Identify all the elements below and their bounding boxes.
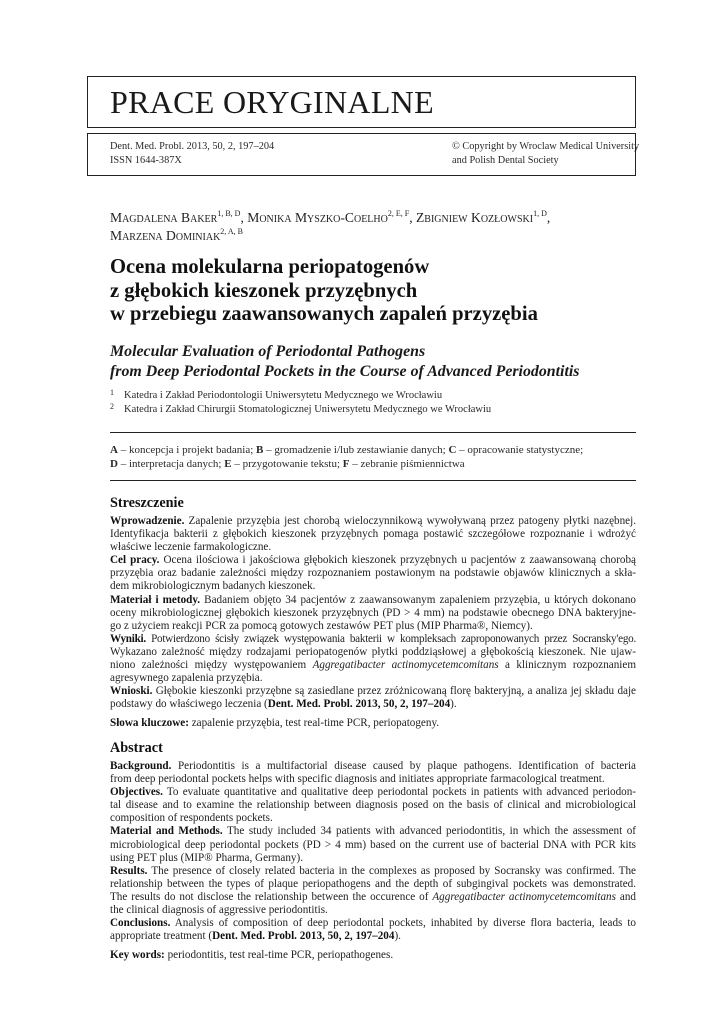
- affiliation-text: Katedra i Zakład Periodontologii Uniwersytetu Medycznego we Wrocławiu: [124, 390, 443, 401]
- text-line: go z użyciem reakcji PCR za pomocą gotowych zestawów PET plus (MIP Pharma®, Niemcy).: [110, 619, 533, 632]
- section-title: PRACE ORYGINALNE: [110, 84, 434, 120]
- author-name: Marzena Dominiak: [110, 228, 221, 243]
- issn: ISSN 1644-387X: [110, 154, 182, 166]
- author-affiliation-marks: 2, A, B: [220, 227, 243, 236]
- text-line: [110, 717, 636, 730]
- role-text: – gromadzenie i/lub zestawianie danych;: [263, 444, 449, 456]
- paragraph-text: The results do not disclose the relationship between the occurence of: [110, 890, 433, 903]
- text-line: relationship between the types of plaque periopathogens and the depth of subgingival pockets was demonstrated.: [110, 877, 636, 890]
- affiliation-text: Katedra i Zakład Chirurgii Stomatologicznej Uniwersytetu Medycznego we Wrocławiu: [124, 404, 492, 415]
- paragraph-text: a klinicznym rozpoznaniem: [498, 659, 636, 672]
- paragraph-text: podstawy do właściwego leczenia (: [110, 698, 268, 711]
- text-line: przyzębia oraz badanie zależności między rozpoznaniem postawionym na podstawie objawów klinicznych a skła-: [110, 567, 636, 580]
- article-title-english: [110, 342, 580, 381]
- author-affiliation-marks: 2, E, F: [387, 209, 410, 218]
- paragraph-text: To evaluate quantitative and qualitative deep periodontal pockets in patients with advanced periodon-: [162, 786, 636, 799]
- text-line: [110, 685, 636, 698]
- paragraph-text: Zapalenie przyzębia jest chorobą wieloczynnikową wywoływaną przez patogeny płytki nazębnej.: [184, 515, 636, 527]
- text-line: tal disease and to examine the relationship between diagnosis posed on the basis of clinical and microbiological: [110, 799, 636, 812]
- affiliations: [110, 389, 491, 417]
- paragraph-text: Analysis of composition of deep periodontal pockets, inhabited by diverse flora bacteria, leads to: [170, 917, 636, 930]
- paragraph-label: Materiał i metody.: [110, 593, 201, 606]
- paragraph-label: Conclusions.: [110, 917, 171, 930]
- text-line: [110, 786, 636, 799]
- role-key: C: [448, 444, 457, 456]
- text-line: [110, 554, 636, 567]
- citation-info: [110, 140, 274, 167]
- copyright-line-1: © Copyright by Wroclaw Medical University: [452, 141, 640, 152]
- text-line: [110, 633, 636, 646]
- text-line: [110, 865, 636, 878]
- text-line: [110, 917, 636, 930]
- keywords: zapalenie przyzębia, test real-time PCR, periopatogeny.: [188, 717, 440, 730]
- paragraph-text: ).: [450, 698, 457, 711]
- citation-bold: Dent. Med. Probl. 2013, 50, 2, 197–204: [212, 930, 395, 943]
- affiliation-item: 2 Katedra i Zakład Chirurgii Stomatologicznej Uniwersytetu Medycznego we Wrocławiu: [110, 402, 492, 415]
- text-line: the clinical diagnosis of aggressive periodontitis.: [110, 904, 328, 917]
- paragraph-label: Objectives.: [110, 786, 163, 799]
- text-line: composition of respondents pockets.: [110, 812, 273, 825]
- paragraph-label: Background.: [110, 760, 172, 772]
- text-line: [110, 594, 636, 607]
- text-line: [110, 825, 636, 838]
- text-line: Wykazano zależność między rodzajami periopatogenów płytki poddziąsłowej a głębokością kieszonek. Nie ujaw-: [110, 645, 636, 658]
- paragraph-text: ).: [394, 930, 401, 943]
- paragraph-text: Ocena ilościowa i jakościowa głębokich kieszonek przyzębnych u pacjentów z zaawansowaną chorobą: [159, 554, 636, 567]
- role-key: E: [224, 458, 232, 471]
- text-line: [110, 659, 636, 672]
- roles-line: [110, 457, 583, 471]
- keywords: periodontitis, test real-time PCR, periopathogenes.: [164, 949, 394, 962]
- paragraph-label: Results.: [110, 864, 148, 877]
- streszczenie-body: [110, 515, 636, 731]
- paragraph-text: niono zależności między występowaniem: [110, 659, 313, 672]
- title-line: z głębokich kieszonek przyzębnych: [110, 279, 418, 302]
- contribution-roles: [110, 443, 583, 472]
- role-key: F: [342, 458, 350, 471]
- role-text: – koncepcja i projekt badania;: [117, 444, 257, 456]
- article-title-polish: [110, 256, 538, 327]
- paragraph-text: Potwierdzono ścisły związek występowania bakterii w kompleksach zaproponowanych przez Socransky'ego.: [145, 632, 636, 645]
- copyright-line-2: and Polish Dental Society: [452, 154, 559, 166]
- author-name: Zbigniew Kozłowski: [416, 210, 534, 225]
- divider: [110, 432, 636, 433]
- species-name: Aggregatibacter actinomycetemcomitans: [432, 890, 616, 903]
- role-key: D: [110, 458, 118, 471]
- title-line: Molecular Evaluation of Periodontal Pathogens: [110, 343, 426, 360]
- text-line: [110, 930, 636, 943]
- paragraph-text: The presence of closely related bacteria in the complexes as proposed by Socransky was confirmed. The: [147, 864, 636, 877]
- paragraph-text: Głębokie kieszonki przyzębne są zasiedlane przez zróżnicowaną florę bakteryjną, a analiza jej składu daje: [152, 685, 636, 698]
- author-name: Monika Myszko-Coelho: [247, 210, 388, 225]
- affiliation-item: 1 Katedra i Zakład Periodontologii Uniwersytetu Medycznego we Wrocławiu: [110, 388, 443, 401]
- text-line: Identyfikacja bakterii z głębokich kieszonek przyzębnych pomaga postawić szczegółowe rozpoznanie i wdrożyć: [110, 528, 636, 541]
- author-separator: ,: [546, 210, 551, 225]
- text-line: using PET plus (MIP® Pharma, Germany).: [110, 851, 303, 864]
- paragraph-label: Wnioski.: [110, 685, 153, 698]
- text-line: dem mikrobiologicznym badanych kieszonek.: [110, 580, 316, 593]
- text-line: microbiological deep periodontal pockets (PD > 4 mm) based on the current use of bacterial DNA with PCR kits: [110, 838, 636, 851]
- role-text: – zebranie piśmiennictwa: [349, 458, 465, 471]
- text-line: [110, 949, 636, 962]
- paragraph-label: Wyniki.: [110, 632, 146, 645]
- author-separator: ,: [409, 210, 416, 225]
- abstract-heading: Abstract: [110, 740, 163, 756]
- title-line: from Deep Periodontal Pockets in the Course of Advanced Periodontitis: [110, 362, 580, 380]
- paragraph-text: appropriate treatment (: [110, 930, 213, 943]
- journal-citation: Dent. Med. Probl. 2013, 50, 2, 197–204: [110, 141, 275, 152]
- copyright-info: [452, 140, 639, 167]
- role-key: B: [256, 444, 264, 456]
- text-line: [110, 515, 636, 528]
- keywords-label: Key words:: [110, 949, 165, 962]
- paragraph-text: The study included 34 patients with advanced periodontitis, in which the assessment of: [222, 825, 636, 838]
- role-text: – opracowanie statystyczne;: [456, 444, 584, 456]
- paragraph-text: and: [615, 890, 636, 903]
- keywords-label: Słowa kluczowe:: [110, 717, 189, 730]
- paragraph-text: Periodontitis is a multifactorial disease caused by plaque pathogens. Identification of bacteria: [171, 760, 636, 772]
- text-line: [110, 891, 636, 904]
- text-line: [110, 698, 636, 711]
- role-text: – interpretacja danych;: [117, 458, 225, 471]
- author-affiliation-marks: 1, B, D: [217, 209, 241, 218]
- paragraph-label: Cel pracy.: [110, 554, 160, 567]
- roles-line: [110, 443, 583, 457]
- paragraph-text: Badaniem objęto 34 pacjentów z zaawansowanym zapaleniem przyzębia, u których dokonano: [200, 593, 636, 606]
- text-line: agresywnego zapalenia przyzębia.: [110, 672, 263, 685]
- paragraph-label: Wprowadzenie.: [110, 515, 185, 527]
- text-line: właściwe leczenie farmakologiczne.: [110, 541, 272, 554]
- author-affiliation-marks: 1, D: [533, 209, 547, 218]
- text-line: oceny mikrobiologicznej głębokich kieszonek przyzębnych (PD > 4 mm) na podstawie obecnego DNA bakteryjne-: [110, 606, 636, 619]
- abstract-body: [110, 760, 636, 962]
- streszczenie-heading: Streszczenie: [110, 495, 184, 511]
- author-name: Magdalena Baker: [110, 210, 218, 225]
- species-name: Aggregatibacter actinomycetemcomitans: [312, 659, 499, 672]
- role-key: A: [110, 444, 118, 456]
- author-list: [110, 209, 650, 245]
- text-line: [110, 760, 636, 773]
- title-line: w przebiegu zaawansowanych zapaleń przyzębia: [110, 303, 538, 325]
- divider: [110, 480, 636, 481]
- text-line: from deep periodontal pockets helps with specific diagnosis and initiates appropriate farmacological treatment.: [110, 773, 605, 786]
- citation-bold: Dent. Med. Probl. 2013, 50, 2, 197–204: [267, 698, 451, 711]
- role-text: – przygotowanie tekstu;: [231, 458, 343, 471]
- author-separator: ,: [240, 210, 248, 225]
- title-line: Ocena molekularna periopatogenów: [110, 256, 430, 278]
- paragraph-label: Material and Methods.: [110, 825, 223, 838]
